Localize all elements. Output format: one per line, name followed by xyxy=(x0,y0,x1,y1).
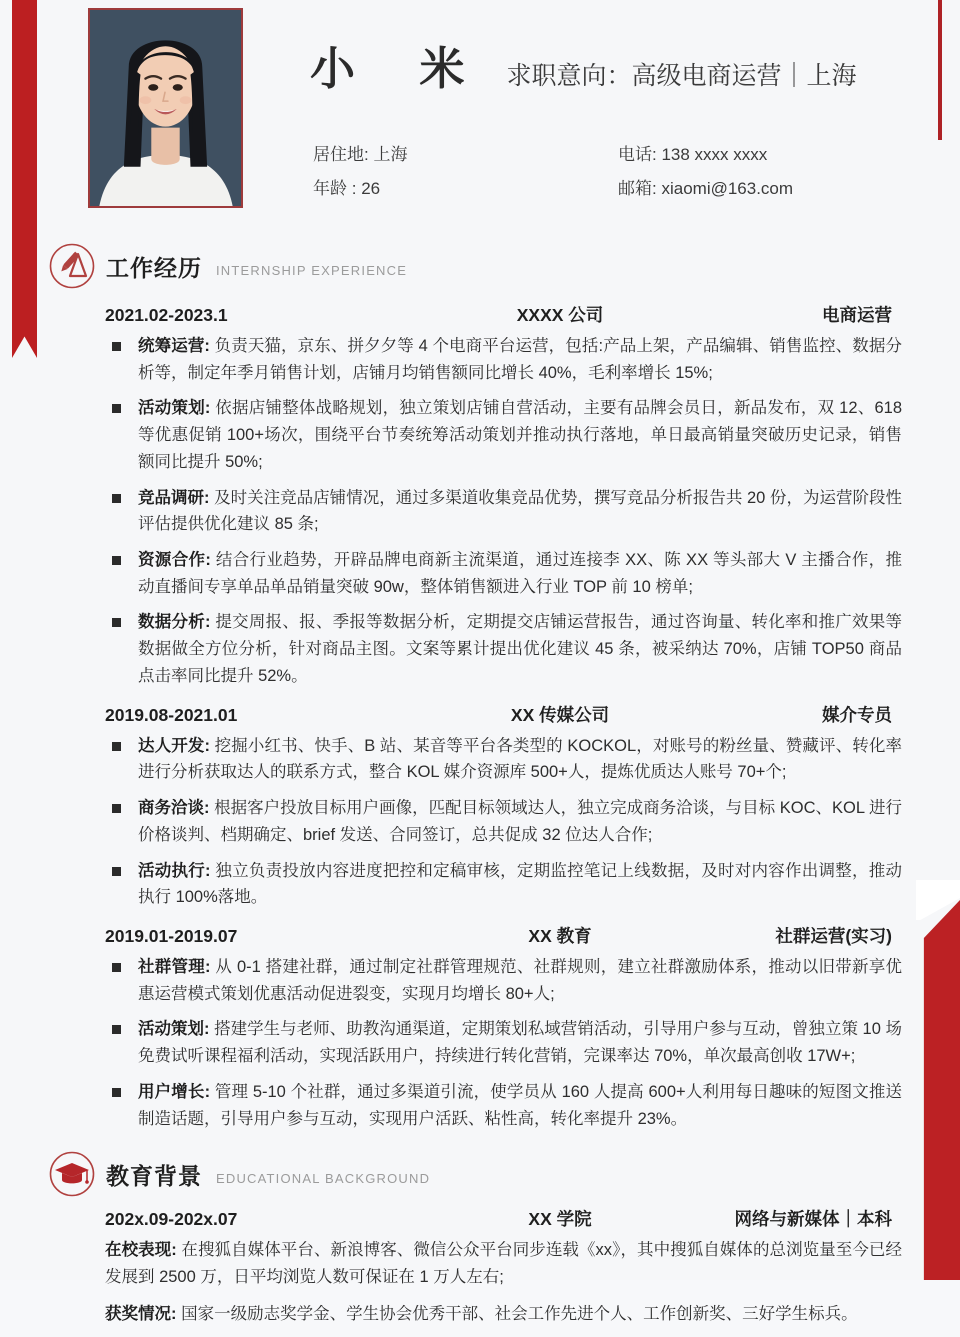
work-entry xyxy=(0,702,960,911)
list-item xyxy=(108,609,902,689)
entry-date: 2021.02-2023.1 xyxy=(105,305,228,325)
contact-email-label: 邮箱: xyxy=(618,179,657,198)
education-paragraph xyxy=(0,1237,960,1290)
contact-phone-label: 电话: xyxy=(618,145,657,164)
contact-email-value: xiaomi@163.com xyxy=(661,179,794,198)
entry-header-row xyxy=(0,302,960,327)
bullet-label: 商务洽谈: xyxy=(138,799,210,818)
section-title-cn: 教育背景 xyxy=(106,1162,202,1189)
bullet-label: 资源合作: xyxy=(138,551,211,570)
section-title-cn: 工作经历 xyxy=(106,254,202,281)
bullet-text: 搭建学生与老师、助教沟通渠道，定期策划私域营销活动，引导用户参与互动，曾独立策 10 场免费试听课程福利活动，实现活跃用户，持续进行转化营销，完课率达 70%，单次最高创收 17W+; xyxy=(138,1020,902,1066)
contact-age-value: 26 xyxy=(361,179,381,198)
bullet-text: 挖掘小红书、快手、B 站、某音等平台各类型的 KOCKOL，对账号的粉丝量、赞藏评、转化率进行分析获取达人的联系方式，整合 KOL 媒介资源库 500+人，提炼优质达人账号 70+个; xyxy=(138,736,903,782)
education-paragraph xyxy=(0,1301,960,1328)
entry-date: 202x.09-202x.07 xyxy=(105,1209,238,1230)
bullet-label: 用户增长: xyxy=(138,1082,211,1101)
contact-row xyxy=(313,140,913,165)
contact-email xyxy=(618,174,793,199)
contact-location-value: 上海 xyxy=(373,145,408,164)
graduation-cap-icon xyxy=(48,1150,96,1198)
entry-organization: XX 传媒公司 xyxy=(510,704,610,725)
work-entry xyxy=(0,302,960,690)
portrait-illustration xyxy=(90,10,241,206)
resume-header xyxy=(0,0,960,228)
list-item xyxy=(108,733,902,786)
section-header-work xyxy=(48,242,960,290)
entry-header-row xyxy=(0,1206,960,1231)
contact-phone-value: 138 xxxx xxxx xyxy=(661,145,768,164)
bullet-text: 根据客户投放目标用户画像，匹配目标领域达人，独立完成商务洽谈，与目标 KOC、KOL 进行价格谈判、档期确定、brief 发送、合同签订，总共促成 32 位达人合作; xyxy=(138,799,902,844)
list-item xyxy=(108,1016,902,1069)
bullet-text: 及时关注竞品店铺情况，通过多渠道收集竞品优势，撰写竞品分析报告共 20 份，为运营阶段性评估提供优化建议 85 条; xyxy=(138,488,902,534)
contact-phone xyxy=(618,140,767,165)
bullet-text: 负责天猫，京东、拼夕夕等 4 个电商平台运营，包括:产品上架，产品编辑、销售监控、数据分析等，制定年季月销售计划，店铺月均销售额同比增长 40%，毛利率增长 15%; xyxy=(138,337,902,382)
name-row xyxy=(310,43,857,94)
bullet-label: 活动策划: xyxy=(138,1020,210,1039)
list-item xyxy=(108,395,902,475)
bullet-text: 管理 5-10 个社群，通过多渠道引流，使学员从 160 人提高 600+人利用每日趣味的短图文推送制造话题，引导用户参与互动，实现用户活跃、粘性高，转化率提升 23%。 xyxy=(138,1082,902,1128)
entry-bullet-list xyxy=(0,333,960,690)
entry-role: 网络与新媒体｜本科 xyxy=(734,1209,892,1230)
bullet-text: 独立负责投放内容进度把控和定稿审核，定期监控笔记上线数据，及时对内容作出调整，推动执行 100%落地。 xyxy=(138,861,902,907)
list-item xyxy=(108,333,902,386)
list-item xyxy=(108,954,902,1007)
contact-age xyxy=(313,174,618,199)
section-header-education xyxy=(48,1150,960,1198)
profile-photo xyxy=(88,8,243,208)
paragraph-label: 在校表现: xyxy=(105,1241,177,1260)
list-item xyxy=(108,795,902,848)
pencil-ruler-icon xyxy=(48,242,96,290)
entry-organization: XX 学院 xyxy=(528,1209,592,1230)
contact-location xyxy=(313,140,618,165)
contact-location-label: 居住地: xyxy=(313,145,369,164)
entry-role: 社群运营(实习) xyxy=(775,925,892,946)
entry-role: 电商运营 xyxy=(822,305,892,325)
entry-bullet-list xyxy=(0,954,960,1132)
entry-header-row xyxy=(0,702,960,727)
job-objective: 求职意向：高级电商运营｜上海 xyxy=(506,62,857,90)
entry-date: 2019.08-2021.01 xyxy=(105,704,238,725)
contact-block xyxy=(313,140,913,208)
bullet-label: 竞品调研: xyxy=(138,488,210,507)
bullet-label: 社群管理: xyxy=(138,957,211,976)
bullet-label: 统筹运营: xyxy=(138,337,210,355)
bullet-label: 活动执行: xyxy=(138,861,211,880)
bullet-text: 依据店铺整体战略规划，独立策划店铺自营活动，主要有品牌会员日，新品发布，双 12、618 等优惠促销 100+场次，围绕平台节奏统筹活动策划并推动执行落地，单日最高销量突破历史记录，销售额同比提升 50%; xyxy=(138,399,902,471)
contact-age-label: 年龄 : xyxy=(313,179,357,198)
bullet-label: 活动策划: xyxy=(138,399,211,418)
bullet-text: 结合行业趋势，开辟品牌电商新主流渠道，通过连接李 XX、陈 XX 等头部大 V 主播合作，推动直播间专享单品单品销量突破 90w，整体销售额进入行业 TOP 前 10 榜单; xyxy=(138,551,902,596)
entry-organization: XXXX 公司 xyxy=(516,305,604,325)
bullet-label: 达人开发: xyxy=(138,736,210,755)
candidate-name: 小 米 xyxy=(310,43,491,94)
entry-organization: XX 教育 xyxy=(528,925,592,946)
bullet-text: 提交周报、报、季报等数据分析，定期提交店铺运营报告，通过咨询量、转化率和推广效果等数据做全方位分析，针对商品主图。文案等累计提出优化建议 45 条，被采纳达 70%，店铺 TOP50 商品点击率同比提升 52%。 xyxy=(138,613,902,685)
section-education xyxy=(0,1150,960,1327)
bullet-label: 数据分析: xyxy=(138,613,211,632)
resume-body xyxy=(0,242,960,1337)
list-item xyxy=(108,858,902,911)
work-entry xyxy=(0,923,960,1132)
entry-bullet-list xyxy=(0,733,960,911)
entry-header-row xyxy=(0,923,960,948)
contact-row xyxy=(313,174,913,199)
paragraph-label: 获奖情况: xyxy=(105,1304,177,1323)
list-item xyxy=(108,1079,902,1132)
entry-date: 2019.01-2019.07 xyxy=(105,925,238,946)
entry-role: 媒介专员 xyxy=(822,704,892,725)
section-title-en: EDUCATIONAL BACKGROUND xyxy=(216,1170,431,1186)
section-work-experience xyxy=(0,242,960,1132)
paragraph-text: 在搜狐自媒体平台、新浪博客、微信公众平台同步连载《xx》，其中搜狐自媒体的总浏览量至今已经发展到 2500 万，日平均浏览人数可保证在 1 万人左右; xyxy=(105,1241,902,1286)
bullet-text: 从 0-1 搭建社群，通过制定社群管理规范、社群规则，建立社群激励体系，推动以旧带新享优惠运营模式策划优惠活动促进裂变，实现月均增长 80+人; xyxy=(138,957,902,1003)
education-entry xyxy=(0,1206,960,1327)
list-item xyxy=(108,485,902,538)
paragraph-text: 国家一级励志奖学金、学生协会优秀干部、社会工作先进个人、工作创新奖、三好学生标兵。 xyxy=(176,1304,858,1323)
list-item xyxy=(108,547,902,600)
section-title-en: INTERNSHIP EXPERIENCE xyxy=(216,262,408,278)
